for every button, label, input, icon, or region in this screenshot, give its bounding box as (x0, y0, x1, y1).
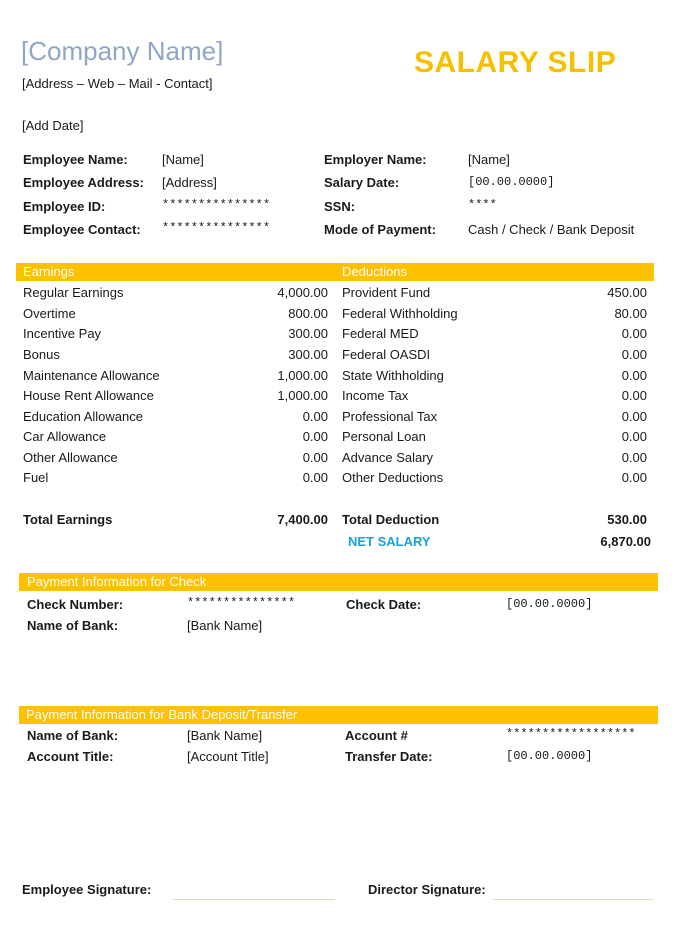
earning-amount: 1,000.00 (277, 388, 328, 403)
earning-label: Fuel (23, 470, 49, 485)
deduction-label: Federal OASDI (342, 347, 431, 362)
deduction-label: State Withholding (342, 368, 444, 383)
deduction-amount: 0.00 (621, 450, 647, 465)
earning-label: Car Allowance (23, 429, 107, 444)
table-row (0, 285, 692, 305)
check-date-value: [00.00.0000] (506, 597, 593, 611)
deductions-header: Deductions (342, 264, 408, 279)
earning-label: Other Allowance (23, 450, 118, 465)
employer-name-label: Employer Name: (324, 152, 427, 167)
employee-contact-label: Employee Contact: (23, 222, 141, 237)
account-number-value: ****************** (506, 727, 636, 741)
deduction-amount: 0.00 (621, 326, 647, 341)
employee-id-label: Employee ID: (23, 199, 106, 214)
deduction-label: Personal Loan (342, 429, 426, 444)
earning-label: Education Allowance (23, 409, 143, 424)
deduction-label: Federal Withholding (342, 306, 458, 321)
earning-amount: 300.00 (288, 326, 328, 341)
check-number-label: Check Number: (27, 597, 124, 612)
earning-label: Overtime (23, 306, 76, 321)
employee-name-label: Employee Name: (23, 152, 128, 167)
payment-mode-value: Cash / Check / Bank Deposit (468, 222, 635, 237)
director-signature-label: Director Signature: (368, 882, 486, 897)
employee-name-value: [Name] (162, 152, 204, 167)
check-bank-label: Name of Bank: (27, 618, 119, 633)
table-row (0, 388, 692, 408)
table-row (0, 450, 692, 470)
employer-name-value: [Name] (468, 152, 510, 167)
deduction-amount: 0.00 (621, 409, 647, 424)
earning-amount: 0.00 (302, 409, 328, 424)
table-row (0, 326, 692, 346)
total-earnings-label: Total Earnings (23, 512, 113, 527)
earning-amount: 0.00 (302, 450, 328, 465)
bank-section-header (19, 706, 658, 724)
deduction-label: Income Tax (342, 388, 409, 403)
table-row (0, 306, 692, 326)
ssn-label: SSN: (324, 199, 356, 214)
salary-date-label: Salary Date: (324, 175, 400, 190)
earning-amount: 4,000.00 (277, 285, 328, 300)
net-salary-value: 6,870.00 (600, 534, 651, 549)
table-row (0, 347, 692, 367)
employee-address-value: [Address] (162, 175, 217, 190)
table-row (0, 409, 692, 429)
total-deduction-value: 530.00 (607, 512, 647, 527)
table-row (0, 470, 692, 490)
employee-signature-line (173, 899, 335, 900)
employee-address-label: Employee Address: (23, 175, 144, 190)
earning-label: Regular Earnings (23, 285, 124, 300)
account-number-label: Account # (345, 728, 408, 743)
total-earnings-value: 7,400.00 (277, 512, 328, 527)
salary-date-value: [00.00.0000] (468, 175, 555, 189)
earning-amount: 800.00 (288, 306, 328, 321)
earning-label: House Rent Allowance (23, 388, 154, 403)
earning-label: Maintenance Allowance (23, 368, 160, 383)
check-date-label: Check Date: (346, 597, 422, 612)
slip-date: [Add Date] (22, 118, 84, 133)
deduction-label: Provident Fund (342, 285, 431, 300)
check-number-value: *************** (187, 596, 296, 610)
check-section-title: Payment Information for Check (27, 574, 207, 589)
earnings-deductions-header (16, 263, 654, 281)
employee-contact-value: *************** (162, 221, 271, 235)
earning-label: Incentive Pay (23, 326, 102, 341)
table-row (0, 368, 692, 388)
table-row (0, 429, 692, 449)
earning-amount: 0.00 (302, 470, 328, 485)
deduction-label: Advance Salary (342, 450, 434, 465)
transfer-date-label: Transfer Date: (345, 749, 433, 764)
account-title-label: Account Title: (27, 749, 114, 764)
deduction-amount: 0.00 (621, 347, 647, 362)
earning-amount: 300.00 (288, 347, 328, 362)
employee-id-value: *************** (162, 198, 271, 212)
deduction-amount: 0.00 (621, 429, 647, 444)
transfer-date-value: [00.00.0000] (506, 749, 593, 763)
check-section-header (19, 573, 658, 591)
earning-amount: 1,000.00 (277, 368, 328, 383)
deduction-amount: 0.00 (621, 470, 647, 485)
deduction-label: Federal MED (342, 326, 419, 341)
earning-label: Bonus (23, 347, 60, 362)
company-name: [Company Name] (21, 36, 224, 66)
deduction-amount: 0.00 (621, 388, 647, 403)
net-salary-label: NET SALARY (348, 534, 431, 549)
director-signature-line (493, 899, 653, 900)
deduction-amount: 80.00 (614, 306, 647, 321)
totals-row (0, 512, 692, 532)
account-title-value: [Account Title] (187, 749, 269, 764)
earnings-header: Earnings (23, 264, 75, 279)
net-salary-row (0, 534, 692, 554)
bank-name-value: [Bank Name] (187, 728, 263, 743)
deduction-label: Other Deductions (342, 470, 444, 485)
payment-mode-label: Mode of Payment: (324, 222, 436, 237)
document-title: SALARY SLIP (414, 46, 617, 79)
bank-section-title: Payment Information for Bank Deposit/Transfer (26, 707, 298, 722)
total-deduction-label: Total Deduction (342, 512, 440, 527)
employee-signature-label: Employee Signature: (22, 882, 152, 897)
earning-amount: 0.00 (302, 429, 328, 444)
ssn-value: **** (468, 198, 497, 212)
check-bank-value: [Bank Name] (187, 618, 263, 633)
company-address: [Address – Web – Mail - Contact] (22, 76, 213, 91)
deduction-amount: 0.00 (621, 368, 647, 383)
bank-name-label: Name of Bank: (27, 728, 119, 743)
deduction-amount: 450.00 (607, 285, 647, 300)
deduction-label: Professional Tax (342, 409, 438, 424)
